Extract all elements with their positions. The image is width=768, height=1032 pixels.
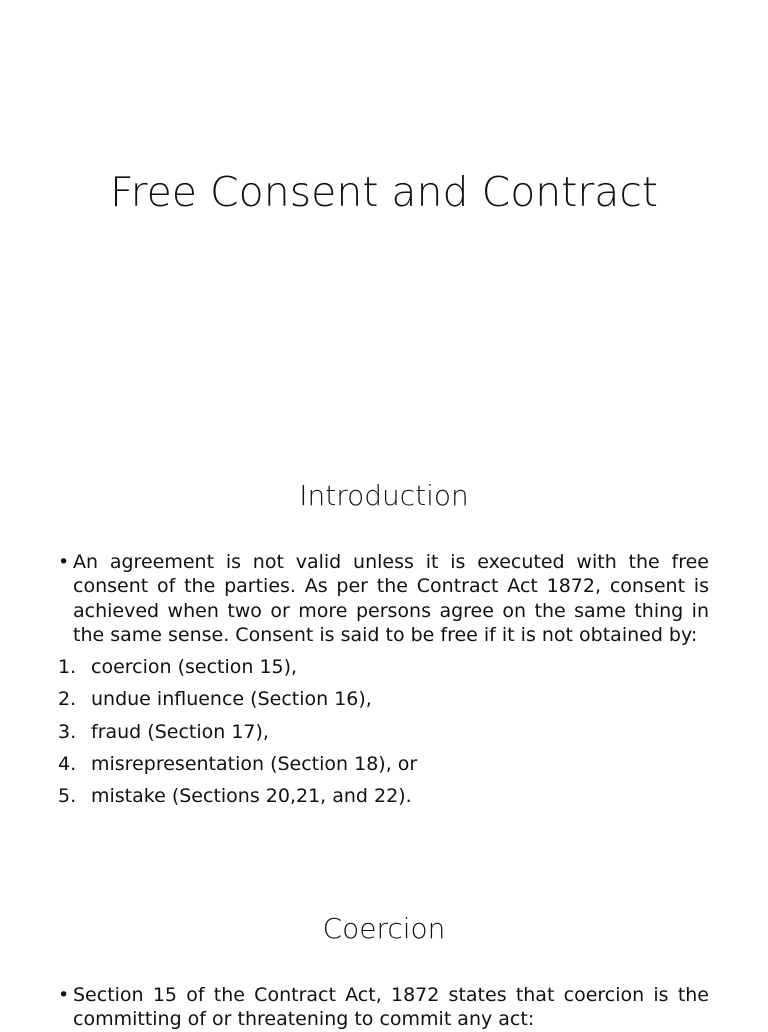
list-marker: 1. xyxy=(58,656,77,678)
page-title: Free Consent and Contract xyxy=(110,168,658,216)
list-item xyxy=(58,784,709,816)
list-item-text: fraud (Section 17), xyxy=(91,720,269,743)
list-item-text: misrepresentation (Section 18), or xyxy=(91,752,418,775)
coercion-bullet xyxy=(58,983,709,1032)
list-item-text: mistake (Sections 20,21, and 22). xyxy=(91,785,412,808)
coercion-heading: Coercion xyxy=(322,912,446,945)
list-marker: 5. xyxy=(58,785,77,808)
list-item xyxy=(58,687,709,719)
list-item xyxy=(58,720,709,752)
introduction-bullet xyxy=(58,550,709,648)
list-marker: 3. xyxy=(58,720,77,743)
introduction-bullet-text: An agreement is not valid unless it is executed with the free consent of the parties. As per the Contract Act 1872, consent is achieved when two or more persons agree on the same thing in the same sense. Consent is said to be free if it is not obtained by: xyxy=(73,551,709,647)
bullet-symbol: • xyxy=(58,984,70,1006)
coercion-bullet-text: Section 15 of the Contract Act, 1872 states that coercion is the committing of or threatening to commit any act: xyxy=(73,984,709,1031)
bullet-row xyxy=(58,983,709,1032)
list-item-text: coercion (section 15), xyxy=(91,656,298,678)
consent-exceptions-list xyxy=(58,655,709,816)
list-item xyxy=(58,655,709,687)
bullet-row xyxy=(58,550,709,648)
bullet-symbol: • xyxy=(58,551,70,573)
list-item-text: undue influence (Section 16), xyxy=(91,688,372,711)
list-marker: 2. xyxy=(58,688,77,711)
introduction-heading: Introduction xyxy=(299,479,469,512)
list-marker: 4. xyxy=(58,752,77,775)
list-item xyxy=(58,752,709,784)
